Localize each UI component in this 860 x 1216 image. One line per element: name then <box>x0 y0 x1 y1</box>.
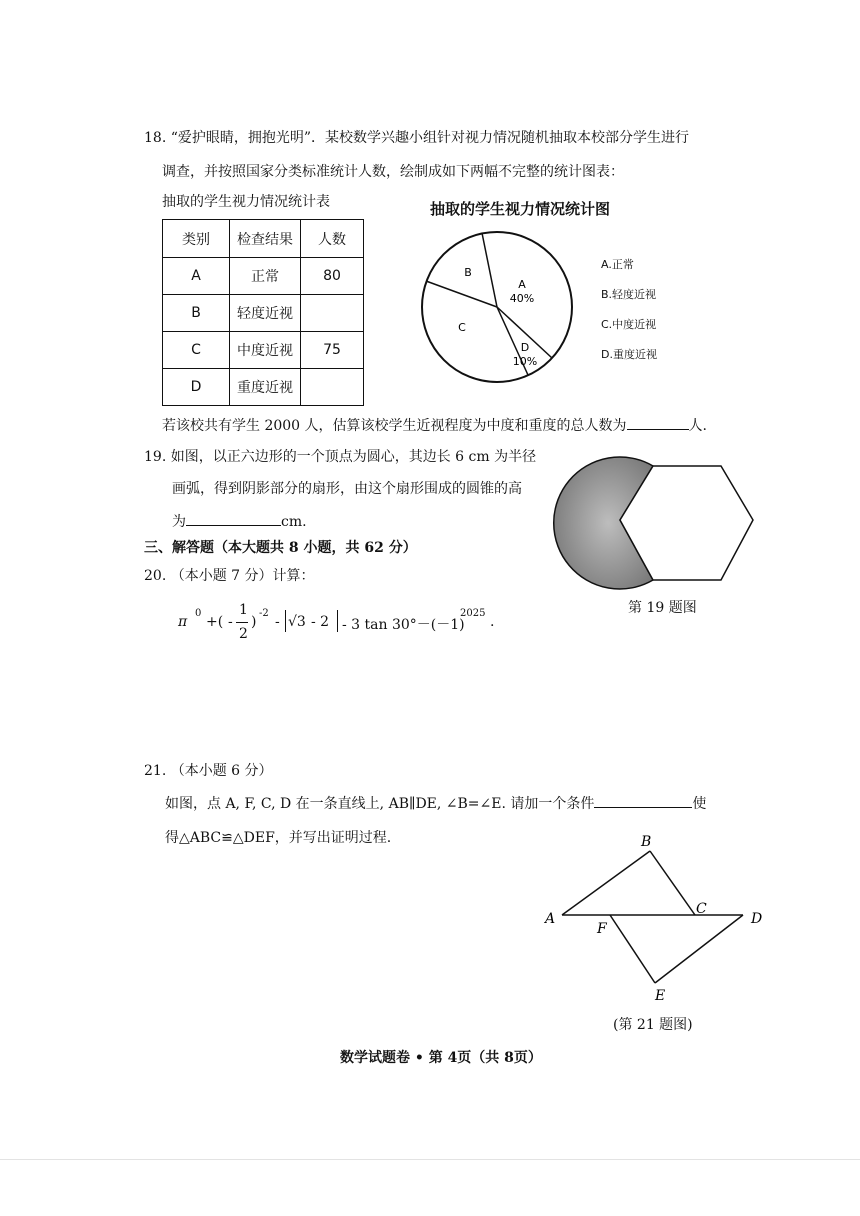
formula-neg: - <box>228 614 233 630</box>
table-cell: A <box>163 258 230 295</box>
legend-item: A.正常 <box>601 258 634 271</box>
formula-abs-rest: - 2 <box>311 614 330 630</box>
formula-tan-part: - 3 tan 30°－(－1) <box>342 617 465 633</box>
table-cell: 正常 <box>230 258 301 295</box>
point-label-e: E <box>655 988 666 1004</box>
table-row <box>163 295 364 332</box>
legend-item: C.中度近视 <box>601 318 657 331</box>
legend-item: B.轻度近视 <box>601 288 657 301</box>
table-cell <box>301 369 364 406</box>
page-footer: 数学试题卷 • 第 4页（共 8页） <box>340 1050 542 1066</box>
q21-line2: 得△ABC≌△DEF，并写出证明过程. <box>165 830 392 846</box>
segment-de <box>655 915 743 983</box>
table-header-cell: 检查结果 <box>230 220 301 258</box>
section-heading: 三、解答题（本大题共 8 小题，共 62 分） <box>144 540 417 556</box>
abs-bar-right <box>337 610 338 632</box>
segment-ab <box>562 851 650 915</box>
q19-caption: 第 19 题图 <box>628 600 697 616</box>
abs-bar-left <box>285 610 286 632</box>
point-label-f: F <box>597 921 607 937</box>
q21-line1-text: 如图，点 A, F, C, D 在一条直线上, AB∥DE, ∠B=∠E. 请加一个条件 <box>165 796 595 812</box>
table-row <box>163 258 364 295</box>
formula-end: . <box>490 614 495 630</box>
table-cell: 75 <box>301 332 364 369</box>
table-row <box>163 332 364 369</box>
q18-question-unit: 人. <box>688 418 707 434</box>
table-header-row <box>163 220 364 258</box>
formula-plus: +( <box>206 614 224 630</box>
pie-label-d-pct: 10% <box>512 355 538 368</box>
pie-title: 抽取的学生视力情况统计图 <box>430 200 611 218</box>
answer-blank <box>594 793 692 808</box>
formula-denominator: 2 <box>239 626 248 642</box>
point-label-d: D <box>751 911 763 927</box>
formula-sqrt3: √3 <box>288 614 306 630</box>
formula-numerator: 1 <box>239 602 248 618</box>
table-cell: 轻度近视 <box>230 295 301 332</box>
q21-caption: (第 21 题图) <box>613 1017 693 1033</box>
formula-minus: - <box>275 614 280 630</box>
table-cell: 重度近视 <box>230 369 301 406</box>
scan-edge-line <box>0 1159 860 1160</box>
q19-line3-post: cm. <box>281 514 307 530</box>
q21-header: 21. （本小题 6 分） <box>144 763 273 779</box>
point-label-c: C <box>696 901 707 917</box>
pie-label-b: B <box>464 266 472 279</box>
answer-blank <box>186 511 281 526</box>
q19-line1: 19. 如图，以正六边形的一个顶点为圆心，其边长 6 cm 为半径 <box>144 449 537 465</box>
pie-label-a-pct: 40% <box>509 292 535 305</box>
table-title: 抽取的学生视力情况统计表 <box>162 194 330 210</box>
table-header-cell: 类别 <box>163 220 230 258</box>
pie-label-c: C <box>458 321 466 334</box>
table-cell: C <box>163 332 230 369</box>
table-cell <box>301 295 364 332</box>
legend-item: D.重度近视 <box>601 348 657 361</box>
q18-line1: 18. “爱护眼睛，拥抱光明”．某校数学兴趣小组针对视力情况随机抽取本校部分学生进行 <box>144 130 690 146</box>
formula-fraction-bar <box>236 622 248 623</box>
point-label-a: A <box>545 911 556 927</box>
q19-line2: 画弧，得到阴影部分的扇形，由这个扇形围成的圆锥的高 <box>172 481 522 497</box>
pie-chart <box>410 225 590 390</box>
table-cell: 中度近视 <box>230 332 301 369</box>
q20-header: 20. （本小题 7 分）计算： <box>144 568 315 584</box>
q21-line1-post: 使 <box>692 796 707 812</box>
table-row <box>163 369 364 406</box>
hexagon-sector-figure <box>545 455 760 590</box>
formula-pi: π <box>178 614 188 630</box>
pie-label-d: D <box>520 341 530 354</box>
q18-question-text: 若该校共有学生 2000 人，估算该校学生近视程度为中度和重度的总人数为 <box>162 418 627 434</box>
q18-question <box>162 415 707 435</box>
formula-close-paren: ) <box>251 614 257 630</box>
q19-line3-pre: 为 <box>172 514 186 530</box>
table-cell: 80 <box>301 258 364 295</box>
table-cell: D <box>163 369 230 406</box>
segment-ef <box>610 915 655 983</box>
q20-formula <box>178 602 518 652</box>
point-label-b: B <box>641 834 652 850</box>
triangles-figure <box>535 830 775 1010</box>
table-header-cell: 人数 <box>301 220 364 258</box>
q21-line1 <box>165 793 706 813</box>
formula-exp-2025: 2025 <box>460 608 486 619</box>
pie-label-a: A <box>518 278 526 291</box>
formula-exp-zero: 0 <box>195 608 202 619</box>
vision-table <box>162 219 364 406</box>
formula-exp-neg2: -2 <box>259 608 269 619</box>
answer-blank <box>627 415 689 430</box>
table-cell: B <box>163 295 230 332</box>
segment-bc <box>650 851 695 915</box>
q18-line2: 调查，并按照国家分类标准统计人数，绘制成如下两幅不完整的统计图表： <box>162 164 624 180</box>
q19-line3 <box>172 511 307 531</box>
